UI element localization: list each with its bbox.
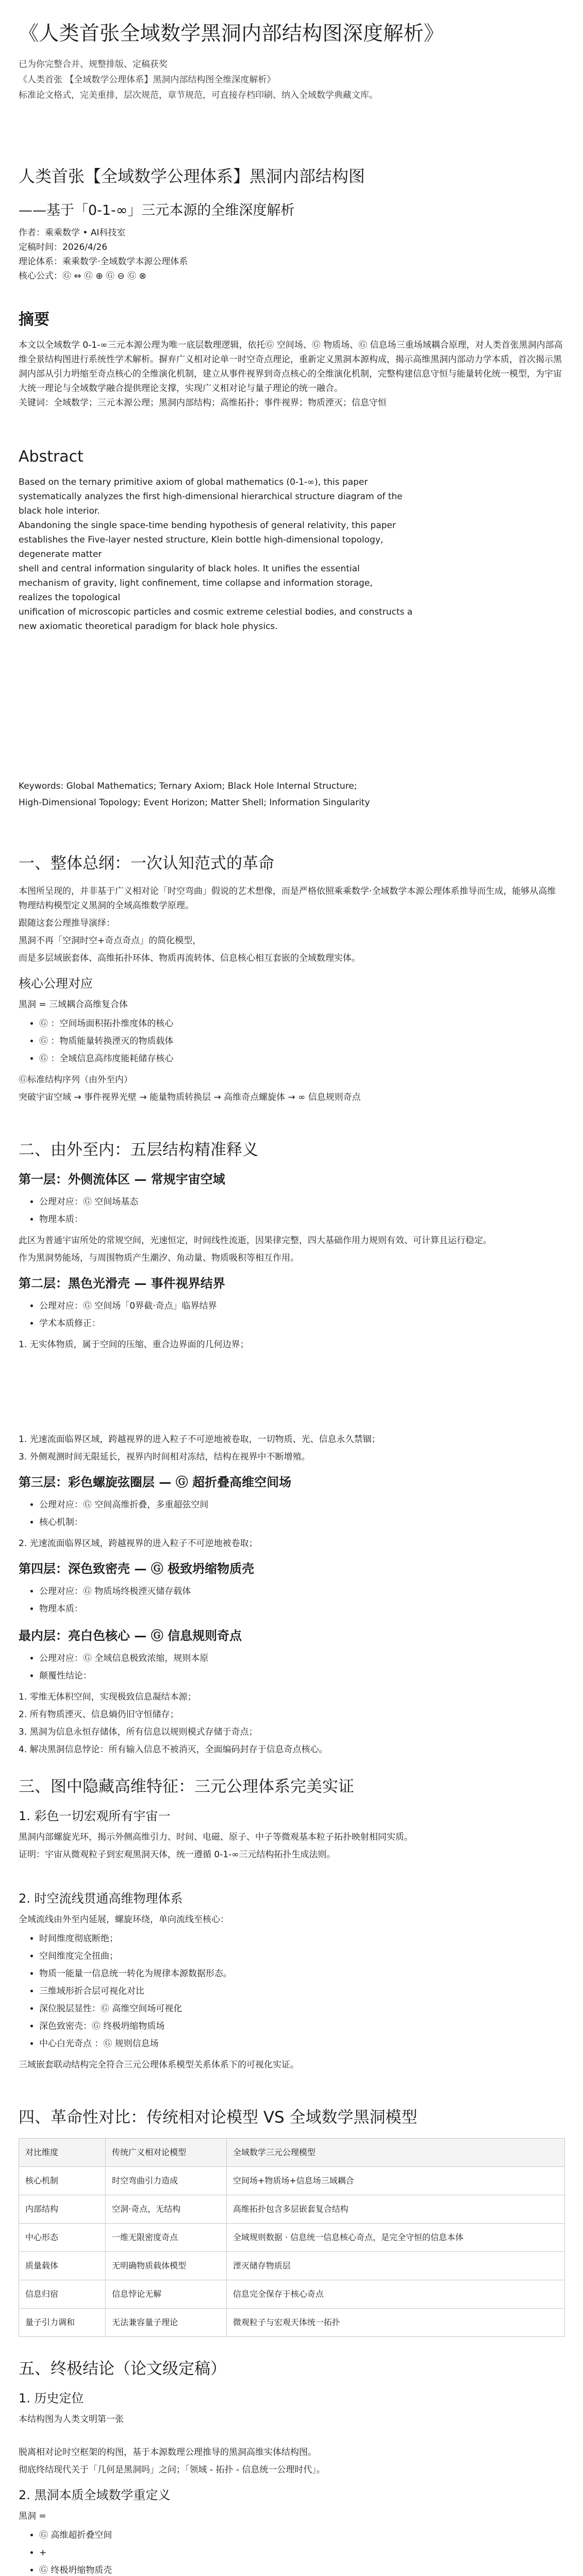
abstract-zh-text: 本文以全域数学 0-1-∞三元本源公理为唯一底层数理逻辑，依托Ⓖ 空间场、Ⓖ 物质场、Ⓖ 信息场三重场域耦合原理，对人类首张黑洞内部高维全景结构图进行系统性学术解析。摒弃广义相对论单一时空奇点理论，重新定义黑洞本源构成，揭示高维黑洞内部动力学本质，首次揭示黑洞内部从引力坍缩至奇点核心的全维演化机制，建立从事件视界到奇点核心的全维演化机制，完整构建信息守恒与能量转化统一模型，为宇宙大统一理论与全域数学融合提供理论支撑，实现广义相对论与量子理论的统一融合。 [19, 340, 563, 394]
spacer [19, 1760, 564, 1775]
section-1 [19, 852, 564, 1105]
table-cell: 空洞·奇点，无结构 [106, 2195, 227, 2224]
table-row [19, 2252, 565, 2280]
author-line: 作者：乘乘数学 • AI科技室 [19, 228, 126, 238]
table-cell: 高维拓扑包含多层嵌套复合结构 [226, 2195, 564, 2224]
abstract-en-line: Abandoning the single space-time bending hypothesis of general relativity, this paper [19, 520, 396, 531]
subsection-title: 1. 彩色一切宏观所有宇宙一 [19, 1809, 171, 1823]
formula-line: 核心公式：Ⓖ ⇔ Ⓖ ⊕ Ⓖ ⊖ Ⓖ ⊗ [19, 271, 146, 281]
list-item: • 公理对应：Ⓖ 空间场基态 [39, 1193, 564, 1211]
section-title: 二、由外至内：五层结构精准释义 [19, 1141, 258, 1159]
blank-gap [19, 654, 564, 778]
paragraph: 突破宇宙空域 → 事件视界光壁 → 能量物质转换层 → 高维奇点螺旋体 → ∞ 信息规则奇点 [19, 1092, 361, 1103]
abstract-en-line: shell and central information singularity of black holes. It unifies the essential [19, 564, 360, 574]
spacer [19, 2075, 564, 2106]
table-cell: 时空弯曲引力造成 [106, 2167, 227, 2195]
list-item: • Ⓖ ：全域信息高纬度能耗储存核心 [39, 1050, 564, 1067]
bullet-list [19, 1930, 564, 2053]
keywords-en [19, 778, 564, 811]
list-item: • 三维域形折合层可视化对比 [39, 1982, 564, 2000]
table-cell: 微观粒子与宏观天体统一拓扑 [226, 2309, 564, 2337]
paragraph: 1. 光速流面临界区域，跨越视界的进入粒子不可逆地被卷取，一切物质、光、信息永久禁锢； [19, 1434, 380, 1445]
table-row [19, 2167, 565, 2195]
section-3 [19, 1775, 564, 2072]
list-item: • 物理本质： [39, 1211, 564, 1228]
abstract-en-line: unification of microscopic particles and cosmic extreme celestial bodies, and constructs a [19, 607, 413, 617]
table-row [19, 2224, 565, 2252]
paragraph: 三域嵌套联动结构完全符合三元公理体系模型关系体系下的可视化实证。 [19, 2060, 299, 2070]
abstract-zh-title: 摘要 [19, 311, 49, 329]
table-header: 全域数学三元公理模型 [226, 2139, 564, 2167]
paper-title: 人类首张【全域数学公理体系】黑洞内部结构图 [19, 166, 365, 186]
paragraph: 本结构图为人类文明第一张 [19, 2414, 124, 2425]
layer-5-title: 最内层：亮白色核心 — Ⓖ 信息规则奇点 [19, 1629, 242, 1643]
paragraph: 本图所呈现的，并非基于广义相对论「时空弯曲」假说的艺术想像，而是严格依照乘乘数学·全域数学本源公理体系推导而生成，能够从高维物理结构模型定义黑洞的全域高维数学原理。 [19, 886, 556, 911]
abstract-en-title: Abstract [19, 448, 84, 466]
meta-line: 标准论文格式，完美重排，层次规范，章节规范，可直接存档印刷、纳入全域数学典藏文库。 [19, 90, 378, 100]
meta-line: 《人类首张 【全域数学公理体系】黑洞内部结构图全维深度解析》 [19, 75, 276, 85]
table-cell: 内部结构 [19, 2195, 106, 2224]
bullet-list [19, 1297, 564, 1332]
paragraph: 2. 所有物质湮灭、信息熵仍旧守恒储存； [19, 1709, 179, 1720]
list-item: • 中心白光奇点 ：Ⓖ 规则信息场 [39, 2035, 564, 2053]
list-item: • Ⓖ ：物质能量转换湮灭的物质载体 [39, 1032, 564, 1050]
table-cell: 全域规则数据 · 信息统一信息核心奇点，是完全守恒的信息本体 [226, 2224, 564, 2252]
paragraph: Ⓖ标准结构序列（由外至内） [19, 1075, 132, 1085]
list-item: • Ⓖ ：空间场面积拓扑维度体的核心 [39, 1015, 564, 1032]
list-item: • 公理对应：Ⓖ 全域信息极致浓缩，规则本原 [39, 1650, 564, 1667]
abstract-zh [19, 338, 564, 410]
list-item: • + [39, 2544, 564, 2562]
abstract-en-line: Based on the ternary primitive axiom of global mathematics (0-1-∞), this paper [19, 477, 368, 487]
list-item: • 时间维度彻底断绝； [39, 1930, 564, 1947]
system-line: 理论体系：乘乘数学·全域数学本源公理体系 [19, 257, 188, 267]
list-item: • 深色致密壳：Ⓖ 终极坍缩物质场 [39, 2018, 564, 2035]
layer-2-title: 第二层：黑色光滑壳 — 事件视界结界 [19, 1276, 225, 1291]
abstract-en-line: systematically analyzes the first high-dimensional hierarchical structure diagram of the [19, 492, 403, 502]
paragraph: 4. 解决黑洞信息悖论：所有输入信息不被消灭，全面编码封存于信息奇点核心。 [19, 1744, 328, 1755]
paragraph: 证明：宇宙从微观粒子到宏观黑洞天体，统一遵循 0-1-∞三元结构拓扑生成法则。 [19, 1850, 336, 1860]
list-item: • Ⓖ 高维超折叠空间 [39, 2527, 564, 2544]
paragraph: 此区为普通宇宙所处的常规空间，光速恒定，时间线性流逝，因果律完整，四大基础作用力规则有效、可计算且运行稳定。 [19, 1235, 492, 1246]
list-item: • 核心机制： [39, 1514, 564, 1531]
section-title: 一、整体总纲：一次认知范式的革命 [19, 854, 274, 873]
keywords-zh: 关键词：全域数学；三元本源公理；黑洞内部结构；高维拓扑；事件视界；物质湮灭；信息守恒 [19, 398, 387, 408]
list-item: • Ⓖ 终极坍缩物质壳 [39, 2562, 564, 2576]
bullet-list [19, 1015, 564, 1067]
section-4 [19, 2106, 564, 2337]
paper-subtitle: ——基于「0-1-∞」三元本源的全维深度解析 [19, 202, 295, 218]
abstract-en-line: black hole interior. [19, 506, 100, 516]
table-header: 传统广义相对论模型 [106, 2139, 227, 2167]
section-title: 三、图中隐藏高维特征：三元公理体系完美实证 [19, 1777, 354, 1796]
section-title: 四、革命性对比：传统相对论模型 VS 全域数学黑洞模型 [19, 2108, 418, 2127]
section-5 [19, 2358, 564, 2576]
subsection-title: 2. 黑洞本质全域数学重定义 [19, 2488, 171, 2502]
paragraph: 跟随这套公理推导演绎： [19, 918, 115, 928]
list-item: • 学术本质修正： [39, 1315, 564, 1332]
table-cell: 质量载体 [19, 2252, 106, 2280]
table-cell: 空间场+物质场+信息场三域耦合 [226, 2167, 564, 2195]
date-line: 定稿时间：2026/4/26 [19, 242, 108, 252]
paragraph: 黑洞不再「空洞时空+奇点奇点」的简化模型， [19, 936, 202, 946]
list-item: • 公理对应：Ⓖ 空间场「0界截·奇点」临界结界 [39, 1297, 564, 1315]
subsection-title: 2. 时空流线贯通高维物理体系 [19, 1891, 183, 1906]
paragraph: 3. 黑洞为信息永恒存储体，所有信息以规则模式存储于奇点； [19, 1727, 258, 1737]
meta-line: 已为你完整合并、规整排版、定稿获奖 [19, 59, 168, 70]
layer-4-title: 第四层：深色致密壳 — Ⓖ 极致坍缩物质壳 [19, 1562, 255, 1576]
bullet-list [19, 1496, 564, 1531]
table-cell: 湮灭储存物质层 [226, 2252, 564, 2280]
list-item: • 公理对应：Ⓖ 物质场终极湮灭储存载体 [39, 1583, 564, 1600]
spacer [19, 1865, 564, 1880]
list-item: • 物理本质： [39, 1600, 564, 1618]
table-cell: 无法兼容量子理论 [106, 2309, 227, 2337]
table-cell: 信息悖论无解 [106, 2280, 227, 2309]
layer-1-title: 第一层：外侧流体区 — 常规宇宙空域 [19, 1172, 225, 1187]
keywords-en-line: Keywords: Global Mathematics; Ternary Axiom; Black Hole Internal Structure; [19, 781, 357, 791]
bullet-list [19, 1650, 564, 1685]
abstract-en-line: degenerate matter [19, 549, 102, 560]
keywords-en-line: High-Dimensional Topology; Event Horizon; Matter Shell; Information Singularity [19, 798, 370, 808]
table-cell: 量子引力调和 [19, 2309, 106, 2337]
paragraph: 作为黑洞势能场，与周围物质产生潮汐、角动量、物质吸积等相互作用。 [19, 1253, 299, 1263]
bullet-list [19, 2527, 564, 2576]
paragraph: 而是多层域嵌套体、高维拓扑环体、物质再流转体、信息核心相互套嵌的全域数理实体。 [19, 953, 360, 963]
subsection-title: 核心公理对应 [19, 976, 93, 991]
spacer [19, 2430, 564, 2445]
list-item: • 颠覆性结论： [39, 1667, 564, 1685]
table-header: 对比维度 [19, 2139, 106, 2167]
list-item: • 物质一能量一信息统一转化为规律本源数据形态。 [39, 1965, 564, 1982]
bullet-list [19, 1583, 564, 1618]
meta-block [19, 57, 564, 103]
section-2 [19, 1139, 564, 1757]
spacer [19, 1108, 564, 1139]
paragraph: 1. 零维无体积空间，实现极致信息凝结本源； [19, 1692, 196, 1702]
table-row [19, 2195, 565, 2224]
table-cell: 信息完全保存于核心奇点 [226, 2280, 564, 2309]
table-cell: 信息归宿 [19, 2280, 106, 2309]
document-title: 《人类首张全域数学黑洞内部结构图深度解析》 [19, 22, 444, 45]
list-item: • 公理对应：Ⓖ 空间高维折叠，多重超弦空间 [39, 1496, 564, 1514]
table-row [19, 2280, 565, 2309]
list-item: • 深位脱层显性：Ⓖ 高维空间场可视化 [39, 2000, 564, 2018]
subsection-title: 1. 历史定位 [19, 2391, 84, 2405]
table-cell: 中心形态 [19, 2224, 106, 2252]
abstract-en-line: establishes the Five-layer nested structure, Klein bottle high-dimensional topology, [19, 535, 384, 545]
paragraph: 黑洞 = 三域耦合高维复合体 [19, 999, 128, 1010]
table-row [19, 2309, 565, 2337]
section-title: 五、终极结论（论文级定稿） [19, 2360, 226, 2378]
comparison-table [19, 2138, 565, 2337]
abstract-en [19, 475, 564, 634]
table-header-row [19, 2139, 565, 2167]
paragraph: 脱离相对论时空框架的构图，基于本源数理公理推导的黑洞高维实体结构图。 [19, 2447, 317, 2458]
table-cell: 无明确物质载体模型 [106, 2252, 227, 2280]
paragraph: 全域流线由外至内延展，螺旋环绕，单向流线至核心： [19, 1914, 229, 1925]
paragraph: 黑洞内部螺旋光环，揭示外侧高维引力、时间、电磁、原子、中子等微观基本粒子拓扑映射相同实质。 [19, 1832, 413, 1842]
spacer [19, 1355, 564, 1432]
paragraph: 黑洞 = [19, 2511, 46, 2521]
paragraph: 3. 外侧观测时间无限延长，视界内时间相对冻结，结构在视界中不断增殖。 [19, 1452, 310, 1462]
table-cell: 核心机制 [19, 2167, 106, 2195]
bullet-list [19, 1193, 564, 1228]
layer-3-title: 第三层：彩色螺旋弦圈层 — Ⓖ 超折叠高维空间场 [19, 1475, 292, 1489]
paragraph: 彻底终结现代关于「几何是黑洞吗」之问；「领域 - 拓扑 - 信息统一公理时代」。 [19, 2465, 325, 2475]
paragraph: 1. 无实体物质，属于空间的压缩、重合边界面的几何边界； [19, 1340, 249, 1350]
author-info [19, 226, 564, 283]
abstract-en-line: new axiomatic theoretical paradigm for black hole physics. [19, 621, 278, 632]
table-cell: 一维无限密度奇点 [106, 2224, 227, 2252]
list-item: • 空间维度完全扭曲； [39, 1947, 564, 1965]
abstract-en-line: realizes the topological [19, 592, 121, 603]
abstract-en-line: mechanism of gravity, light confinement, time collapse and information storage, [19, 578, 373, 588]
paragraph: 2. 光速流面临界区域，跨越视界的进入粒子不可逆地被卷取； [19, 1538, 258, 1549]
